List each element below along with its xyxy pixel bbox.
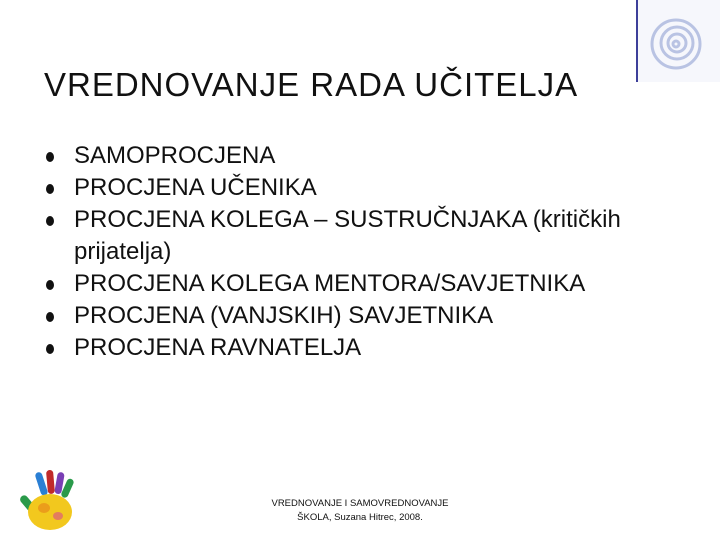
footer-line-2: ŠKOLA, Suzana Hitrec, 2008. <box>297 512 423 523</box>
bullet-text: PROCJENA RAVNATELJA <box>74 334 362 361</box>
bullet-text: SAMOPROCJENA <box>74 142 276 169</box>
slide-footer <box>244 497 476 525</box>
bullet-item <box>44 140 684 172</box>
bullet-item <box>44 332 684 364</box>
corner-accent-line <box>636 0 638 82</box>
bullet-dot-icon <box>46 344 54 354</box>
bullet-item <box>44 204 684 268</box>
bullet-list <box>44 140 684 364</box>
bullet-text: PROCJENA KOLEGA – SUSTRUČNJAKA (kritičkih prijatelja) <box>74 206 621 265</box>
bullet-dot-icon <box>46 184 54 194</box>
bullet-dot-icon <box>46 280 54 290</box>
bullet-dot-icon <box>46 152 54 162</box>
painted-hand-icon <box>20 470 82 532</box>
bullet-dot-icon <box>46 312 54 322</box>
bullet-text: PROCJENA KOLEGA MENTORA/SAVJETNIKA <box>74 270 586 297</box>
bullet-item <box>44 300 684 332</box>
bullet-text: PROCJENA UČENIKA <box>74 174 317 201</box>
bullet-item <box>44 172 684 204</box>
slide-title: VREDNOVANJE RADA UČITELJA <box>44 66 579 103</box>
bullet-text: PROCJENA (VANJSKIH) SAVJETNIKA <box>74 302 494 329</box>
bullet-dot-icon <box>46 216 54 226</box>
spiral-icon <box>646 14 706 74</box>
footer-line-1: VREDNOVANJE I SAMOVREDNOVANJE <box>271 498 449 509</box>
bullet-item <box>44 268 684 300</box>
